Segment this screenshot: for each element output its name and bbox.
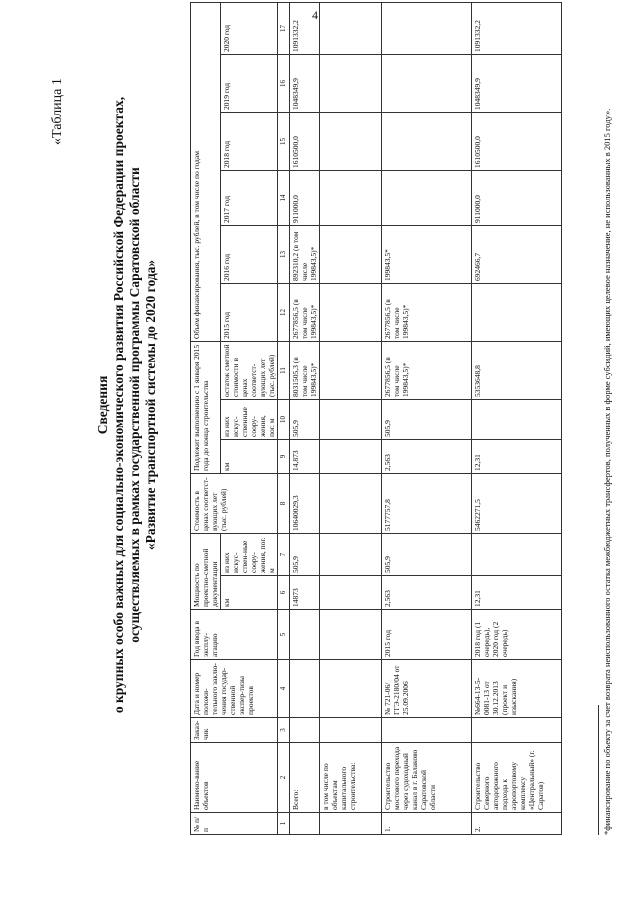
cell-y2018: 1610500,0 [472,113,562,171]
header-name: Наимено-вание объектов [191,743,278,813]
heading-line4: «Развитие транспортной системы до 2020 года» [143,259,158,551]
cell-y2020 [320,3,382,55]
column-number: 7 [278,534,290,576]
cell-y2015 [472,284,562,342]
cell-rem-art [472,400,562,440]
header-year: Год ввода в эксплу-атацию [191,610,278,660]
cell-rem-km [320,440,382,474]
cell-name: Строительство мостового перехода через судоходный канал в г. Балаково Саратовской области [382,743,472,813]
column-number: 12 [278,284,290,342]
table-row [320,3,382,835]
cell-rem-art: 505,9 [382,400,472,440]
column-number: 10 [278,400,290,440]
cell-rem-km: 2,563 [382,440,472,474]
header-funding: Объем финансирования, тыс. рублей, в том числе по годам [191,3,221,342]
header-rem-km: км [221,440,278,474]
cell-num [290,813,320,835]
column-number: 4 [278,660,290,718]
header-2018: 2018 год [221,113,278,171]
header-2020: 2020 год [221,3,278,55]
header-cap-art: из них искус-ствен-ные соору-жения, пог. м [221,534,278,576]
column-number: 14 [278,171,290,226]
cell-rem-cost [320,342,382,400]
column-numbers-row [278,3,290,835]
column-number: 2 [278,743,290,813]
cell-y2019 [382,55,472,113]
header-rem-art: из них искус-ственные соору-жения, пог. м [221,400,278,440]
cell-y2017: 911000,0 [472,171,562,226]
cell-cost: 10640029,3 [290,474,320,534]
cell-cap-km: 14873 [290,576,320,610]
cell-year [320,610,382,660]
column-number: 13 [278,226,290,284]
column-number: 1 [278,813,290,835]
footnote [598,25,613,835]
column-number: 3 [278,718,290,743]
cell-date: №664-13-5-0081-13 от 30.12.2013 (проект и изыскания) [472,660,562,718]
cell-num [320,813,382,835]
cell-cap-km: 2,563 [382,576,472,610]
cell-date: № 721-06/ ГГЭ-2180/04 от 25.09.2006 [382,660,472,718]
heading [95,55,159,755]
cell-rem-art [320,400,382,440]
header-date: Дата и номер положи-тельного заклю-чения государ-ственной экспер-тизы проектов [191,660,278,718]
cell-rem-cost: 8031505,3 (в том числе 199843,5)* [290,342,320,400]
cell-y2015 [320,284,382,342]
cell-customer [290,718,320,743]
header-cost: Стоимость в ценах соответст-вующих лет (тыс. рублей) [191,474,278,534]
table-row [290,3,320,835]
cell-y2016 [320,226,382,284]
cell-date [290,660,320,718]
cell-cap-km: 12,31 [472,576,562,610]
column-number: 17 [278,3,290,55]
cell-year: 2015 год [382,610,472,660]
heading-line1: Сведения [95,375,110,435]
cell-rem-art: 505,9 [290,400,320,440]
column-number: 6 [278,576,290,610]
cell-rem-cost: 2677856,5 (в том числе 199843,5)* [382,342,472,400]
cell-num: 2. [472,813,562,835]
projects-table [190,2,562,835]
column-number: 9 [278,440,290,474]
header-2019: 2019 год [221,55,278,113]
footnote-divider [598,705,599,835]
cell-y2019 [320,55,382,113]
cell-name: Всего: [290,743,320,813]
cell-cap-km [320,576,382,610]
footnote-text: *финансирование по объекту за счет возврата неиспользованного остатка межбюджетных трансфертов, полученных в форме субсидий, имеющих целевое назначение, не использованных в 2015 году». [602,108,612,835]
cell-cost: 5462271,5 [472,474,562,534]
cell-y2019: 1048349,9 [290,55,320,113]
cell-rem-km: 14,873 [290,440,320,474]
cell-y2017: 911000,0 [290,171,320,226]
cell-y2020: 1091332,2 [472,3,562,55]
cell-customer [472,718,562,743]
column-number: 11 [278,342,290,400]
cell-y2015: 2677856,5 (в том числе 199843,5)* [290,284,320,342]
cell-rem-km: 12,31 [472,440,562,474]
page-number: 4 [312,8,318,22]
header-remaining: Подлежит выполнению с 1 января 2015 года до конца строительства [191,342,221,474]
cell-year: 2018 год (1 очередь), 2020 год (2 очередь) [472,610,562,660]
header-2015: 2015 год [221,284,278,342]
column-number: 5 [278,610,290,660]
column-number: 8 [278,474,290,534]
heading-line3: осуществляемых в рамках государственной программы Саратовской области [127,167,142,643]
cell-year [290,610,320,660]
header-rem-cost: остаток сметной стоимости в ценах соответст-вующих лет (тыс. рублей) [221,342,278,400]
column-number: 15 [278,113,290,171]
cell-y2015: 2677856,5 (в том числе 199843,5)* [382,284,472,342]
cell-customer [382,718,472,743]
header-customer: Заказ-чик [191,718,278,743]
cell-y2018 [382,113,472,171]
cell-y2019: 1048349,9 [472,55,562,113]
cell-y2016: 892310,2 (в том числе 199843,5)* [290,226,320,284]
header-2016: 2016 год [221,226,278,284]
column-number: 16 [278,55,290,113]
table-row [382,3,472,835]
table-label: «Таблица 1 [50,78,65,145]
cell-y2018 [320,113,382,171]
cell-rem-cost: 5353648,8 [472,342,562,400]
table-body [290,3,562,835]
cell-name: в том числе по объектам капитального строительства: [320,743,382,813]
cell-y2016: 692466,7 [472,226,562,284]
cell-cap-art [472,534,562,576]
cell-cost: 5177757,8 [382,474,472,534]
cell-y2016: 199843,5* [382,226,472,284]
heading-line2: о крупных особо важных для социально-экономического развития Российской Федерации проектах, [111,96,126,714]
header-num: № п/п [191,813,278,835]
cell-cap-art: 505,9 [290,534,320,576]
cell-customer [320,718,382,743]
cell-cost [320,474,382,534]
cell-y2020 [382,3,472,55]
header-cap-km: км [221,576,278,610]
cell-y2017 [320,171,382,226]
cell-date [320,660,382,718]
header-capacity: Мощность по проектно-сметной документации [191,534,221,610]
cell-cap-art [320,534,382,576]
cell-cap-art: 505,9 [382,534,472,576]
cell-num: 1. [382,813,472,835]
cell-y2018: 1610500,0 [290,113,320,171]
cell-y2017 [382,171,472,226]
table-row [472,3,562,835]
cell-name: Строительство Северного автодорожного подхода к аэропортовому комплексу «Центральный» (г. Саратов) [472,743,562,813]
cell-y2020: 1091332,2 [290,3,320,55]
header-2017: 2017 год [221,171,278,226]
